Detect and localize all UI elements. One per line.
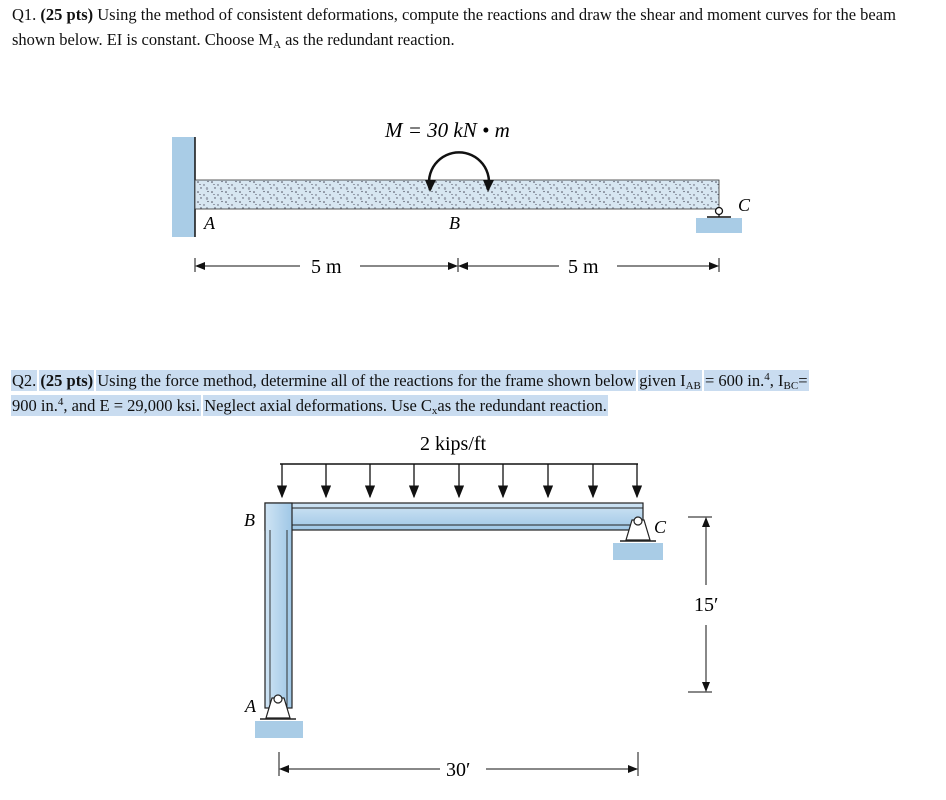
q2-sup-1: 4: [764, 371, 770, 383]
q2-text-7: , and E = 29,000 ksi.: [63, 396, 201, 415]
label-b2: B: [244, 510, 255, 530]
q2-text-9: as the redundant reaction.: [437, 396, 607, 415]
label-a2: A: [245, 696, 256, 716]
q1-points: (25 pts): [40, 5, 94, 24]
load-label: 2 kips/ft: [420, 433, 487, 455]
label-c2: C: [654, 517, 667, 537]
member-bc: [265, 503, 643, 530]
q2-text-4: , I: [769, 371, 784, 390]
q2-text-8: Neglect axial deformations. Use C: [204, 396, 432, 415]
q2-sub-x: x: [431, 405, 438, 417]
q2-text-1: Using the force method, determine all of the reactions for the frame shown below: [97, 371, 636, 390]
pin-support-a: [255, 695, 303, 738]
moment-label: M = 30 kN • m: [385, 118, 510, 142]
q2-sup-2: 4: [57, 396, 64, 408]
q1-tail: as the redundant reaction.: [285, 30, 455, 49]
q2-text-5: =: [798, 371, 808, 390]
q1-number: Q1.: [12, 5, 37, 24]
distributed-load: [280, 464, 638, 497]
q2-sub-bc: BC: [783, 380, 799, 392]
q2-sub-ab: AB: [685, 380, 701, 392]
dim-left: 5 m: [311, 256, 342, 278]
member-ab: [265, 503, 292, 708]
label-a: A: [204, 213, 215, 233]
q1-text: Using the method of consistent deformations, compute the reactions and draw the shear and moment curves for the beam shown below. EI is constant. Choose M: [12, 5, 896, 49]
label-b: B: [449, 213, 460, 233]
q2-text-3: = 600 in.: [704, 371, 765, 390]
q2-text-2: given I: [639, 371, 686, 390]
dim-height: 15′: [694, 594, 719, 616]
q2-points: (25 pts): [40, 371, 94, 390]
dim-right: 5 m: [568, 256, 599, 278]
q1-sub: A: [273, 39, 282, 51]
label-c: C: [738, 195, 751, 215]
dim-span: 30′: [446, 759, 471, 781]
q2-number: Q2.: [12, 371, 37, 390]
q2-text-6: 900 in.: [12, 396, 58, 415]
